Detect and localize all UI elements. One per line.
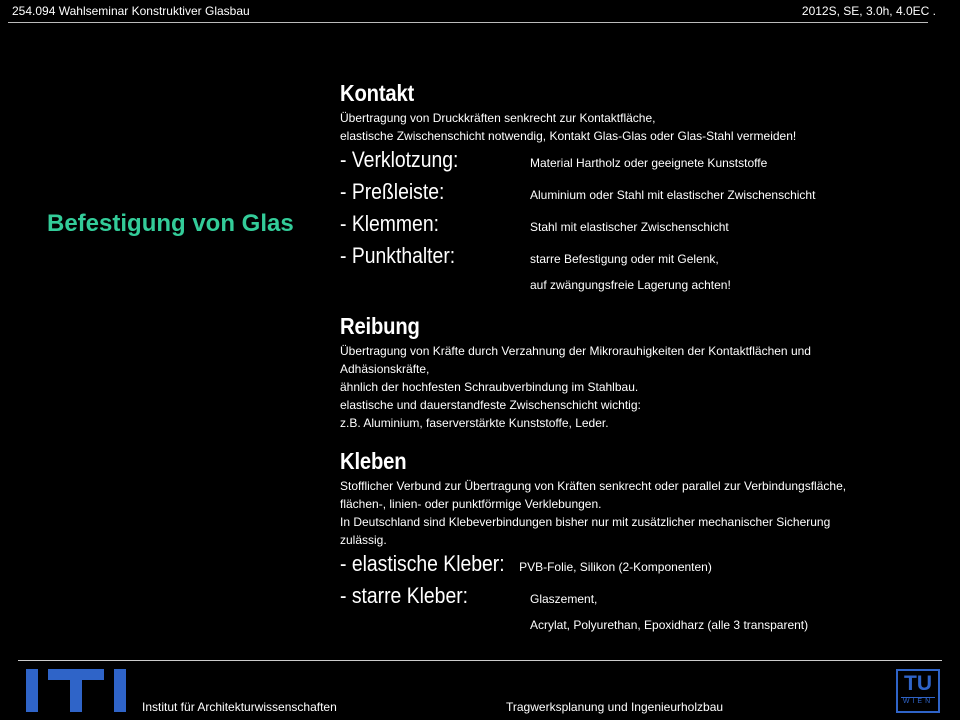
footer-divider xyxy=(18,660,942,661)
kleben-paragraph xyxy=(340,477,930,549)
section-kleben xyxy=(340,448,930,635)
item-term: - Punkthalter: xyxy=(340,243,456,268)
item-verklotzung xyxy=(340,147,930,179)
text-line: Übertragung von Kräfte durch Verzahnung der Mikrorauhigkeiten der Kontaktflächen und xyxy=(340,344,811,358)
text-line: z.B. Aluminium, faserverstärkte Kunststoffe, Leder. xyxy=(340,416,609,430)
slide-title: Befestigung von Glas xyxy=(47,210,294,237)
item-term: - starre Kleber: xyxy=(340,583,469,608)
item-term: - Verklotzung: xyxy=(340,147,459,172)
item-desc: Glaszement, xyxy=(530,592,598,606)
course-title: 254.094 Wahlseminar Konstruktiver Glasbau xyxy=(12,4,250,18)
kontakt-paragraph xyxy=(340,109,930,145)
item-desc-continuation: Acrylat, Polyurethan, Epoxidharz (alle 3 transparent) xyxy=(530,618,809,632)
text-line: ähnlich der hochfesten Schraubverbindung im Stahlbau. xyxy=(340,380,639,394)
text-line: Stofflicher Verbund zur Übertragung von Kräften senkrecht oder parallel zur Verbindungsfläche, xyxy=(340,479,847,493)
item-desc: Material Hartholz oder geeignete Kunststoffe xyxy=(530,156,768,170)
item-desc: PVB-Folie, Silikon (2-Komponenten) xyxy=(519,560,712,574)
logo-bar-i xyxy=(26,669,38,712)
item-desc-continuation: auf zwängungsfreie Lagerung achten! xyxy=(530,278,731,292)
text-line: zulässig. xyxy=(340,533,387,547)
header-divider xyxy=(8,22,928,23)
text-line: elastische und dauerstandfeste Zwischenschicht wichtig: xyxy=(340,398,641,412)
department-name: Tragwerksplanung und Ingenieurholzbau xyxy=(506,700,724,714)
iti-logo xyxy=(26,669,126,712)
item-klemmen xyxy=(340,211,930,243)
slide-content xyxy=(340,80,930,635)
logo-bar-i xyxy=(114,669,126,712)
item-term: - Klemmen: xyxy=(340,211,439,236)
item-term: - elastische Kleber: xyxy=(340,551,505,576)
section-title-kleben: Kleben xyxy=(340,448,407,474)
item-term: - Preßleiste: xyxy=(340,179,445,204)
tu-logo-text: TU xyxy=(904,672,932,695)
logo-glyph-t xyxy=(48,669,104,712)
item-elastische-kleber xyxy=(340,551,930,583)
item-desc: Aluminium oder Stahl mit elastischer Zwischenschicht xyxy=(530,188,816,202)
item-punkthalter xyxy=(340,243,930,275)
semester-info: 2012S, SE, 3.0h, 4.0EC . xyxy=(801,4,936,18)
item-pressleiste xyxy=(340,179,930,211)
section-title-reibung: Reibung xyxy=(340,313,420,339)
institute-name: Institut für Architekturwissenschaften xyxy=(142,700,337,714)
reibung-paragraph xyxy=(340,342,930,432)
text-line: flächen-, linien- oder punktförmige Verklebungen. xyxy=(340,497,602,511)
section-title-kontakt: Kontakt xyxy=(340,80,415,106)
item-starre-kleber xyxy=(340,583,930,615)
section-kontakt xyxy=(340,80,930,295)
item-desc: starre Befestigung oder mit Gelenk, xyxy=(530,252,719,266)
section-reibung xyxy=(340,313,930,432)
text-line: Adhäsionskräfte, xyxy=(340,362,430,376)
text-line: In Deutschland sind Klebeverbindungen bisher nur mit zusätzlicher mechanischer Sicherung xyxy=(340,515,831,529)
item-desc: Stahl mit elastischer Zwischenschicht xyxy=(530,220,729,234)
text-line: Übertragung von Druckkräften senkrecht zur Kontaktfläche, xyxy=(340,111,656,125)
tu-wien-logo xyxy=(896,669,940,713)
text-line: elastische Zwischenschicht notwendig, Kontakt Glas-Glas oder Glas-Stahl vermeiden! xyxy=(340,129,797,143)
wien-logo-text: WIEN xyxy=(902,698,934,705)
